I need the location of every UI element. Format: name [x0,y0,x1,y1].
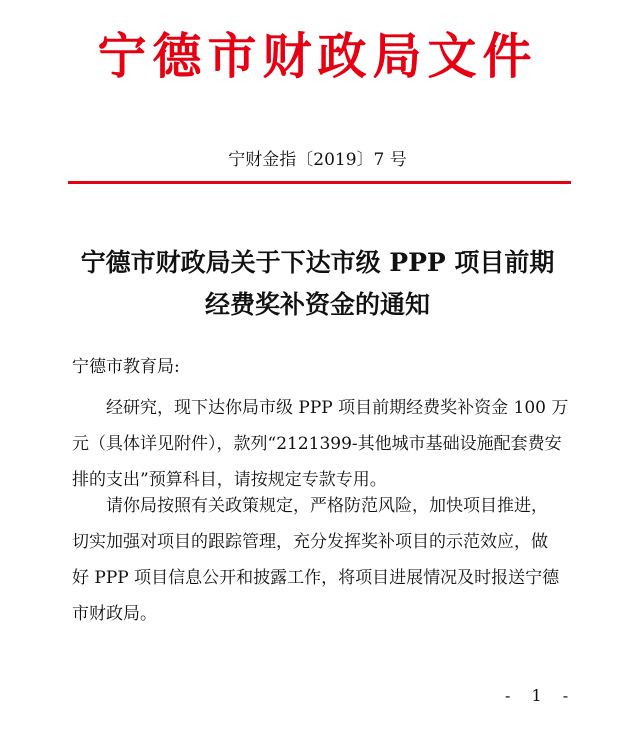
issuer-masthead: 宁德市财政局文件 [97,28,538,85]
document-number: 宁财金指〔2019〕7 号 [228,150,407,170]
body-paragraph-1 [72,390,575,498]
body-paragraph-2 [72,488,575,632]
paragraph-1-line: 元（具体详见附件），款列“2121399-其他城市基础设施配套费安 [72,434,562,454]
recipient-line: 宁德市教育局: [72,357,180,377]
title-line-2: 经费奖补资金的通知 [204,290,430,319]
paragraph-2-line: 市财政局。 [72,604,157,624]
title-line-1: 宁德市财政局关于下达市级 PPP 项目前期 [80,248,555,277]
page-number: - 1 - [505,686,577,705]
paragraph-1-line: 排的支出”预算科目，请按规定专款专用。 [72,470,387,490]
paragraph-1-line: 经研究，现下达你局市级 PPP 项目前期经费奖补资金 100 万 [106,398,569,418]
paragraph-2-line: 切实加强对项目的跟踪管理，充分发挥奖补项目的示范效应，做 [72,532,548,552]
paragraph-2-line: 请你局按照有关政策规定，严格防范风险，加快项目推进， [106,496,548,516]
red-divider-line [68,181,571,184]
paragraph-2-line: 好 PPP 项目信息公开和披露工作，将项目进展情况及时报送宁德 [72,568,560,588]
document-title [60,242,575,326]
